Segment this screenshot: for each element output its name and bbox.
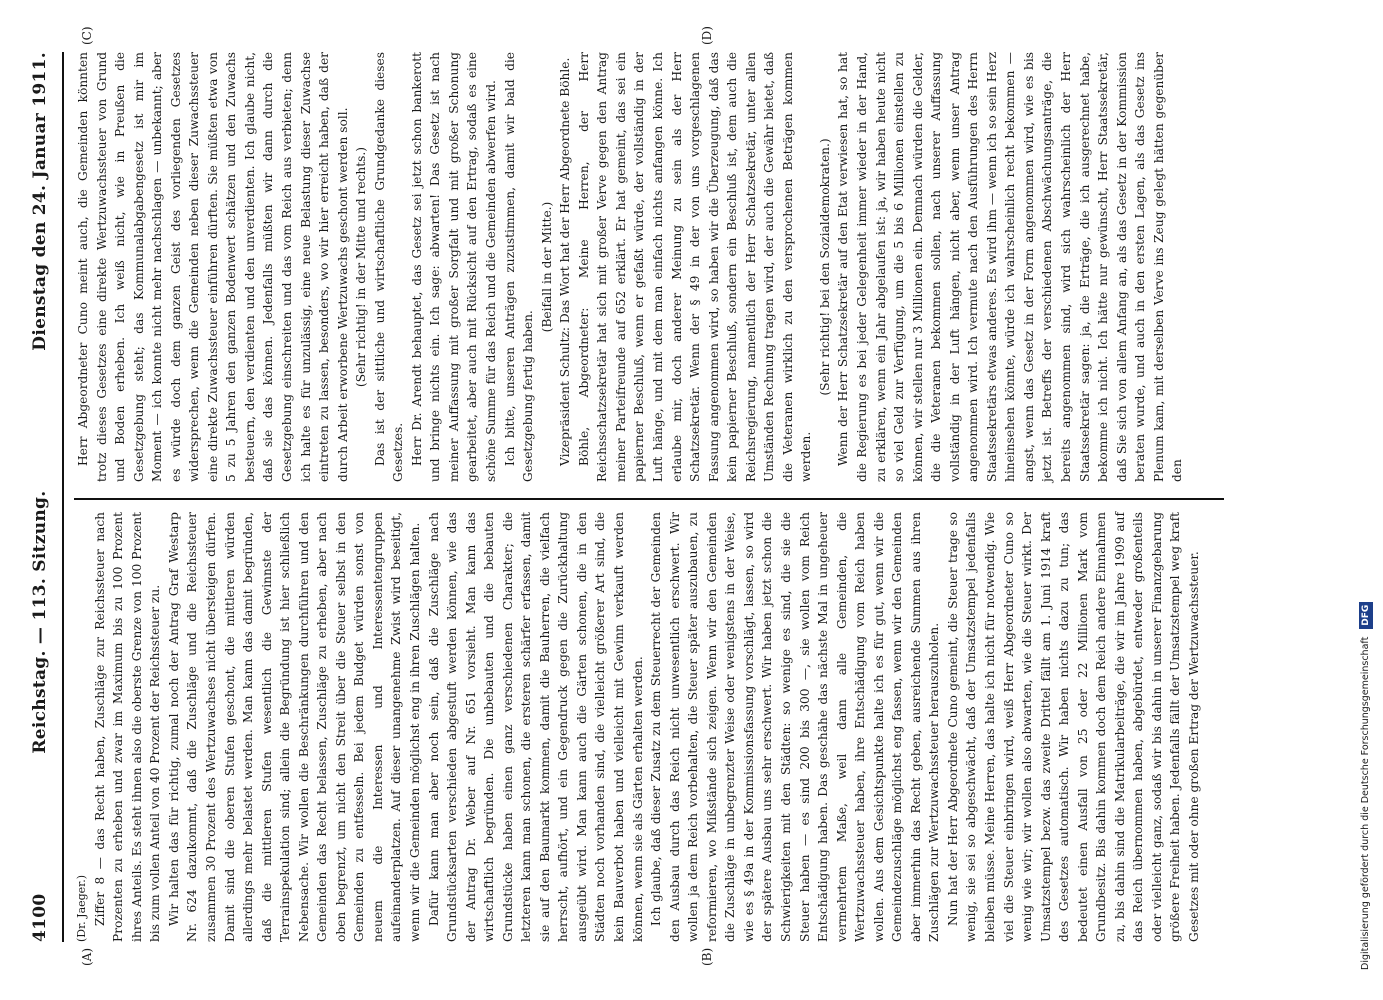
right-column bbox=[74, 52, 1187, 482]
column-divider bbox=[74, 498, 1224, 500]
margin-mark-d: (D) bbox=[700, 26, 714, 45]
interjection: (Sehr richtig! bei den Sozialdemokraten.) bbox=[817, 138, 832, 396]
left-column bbox=[74, 512, 1204, 942]
interjection: (Beifall in der Mitte.) bbox=[539, 201, 554, 333]
paragraph: Böhle, Abgeordneter: Meine Herren, der Herr Reichsschatzsekretär hat sich mit großer Verve gegen den Antrag meiner Parteifreunde auf 652 erklärt. Er hat gemeint, das sei ein papierner Beschluß, wenn er gefaßt würde, der vollständig in der Luft hänge, und mit dem man einfach nichts anfangen könne. Ich erlaube mir, doch anderer Meinung zu sein als der Herr Schatzsekretär. Wenn der § 49 in der von uns vorgeschlagenen Fassung angenommen wird, so haben wir die Überzeugung, daß das kein papierner Beschluß, sondern ein Beschluß ist, dem auch die Reichsregierung, namentlich der Herr Schatzsekretär, unter allen Umständen Rechnung tragen wird, der auch die Gewähr bietet, daß die Veteranen wirklich zu den versprochenen Beträgen kommen werden. bbox=[576, 52, 814, 482]
paragraph: Herr Abgeordneter Cuno meint auch, die Gemeinden könnten trotz dieses Gesetzes eine direkte Wertzuwachssteuer von Grund und Boden erheben. Ich weiß nicht, wie in Preußen die Gesetzgebung steht; das Kommunalabgabengesetz ist mir im Moment — ich konnte nicht mehr nachschlagen — unbekannt; aber es würde doch dem ganzen Geist des vorliegenden Gesetzes widersprechen, wenn die Gemeinden neben dieser Zuwachssteuer eine direkte Zuwachssteuer einführen dürften. Sie müßten etwa von 5 zu 5 Jahren den ganzen Bodenwert schätzen und den Zuwachs besteuern, den verdienten und den unverdienten. Ich glaube nicht, daß sie das können. Jedenfalls müßten wir dann durch die Gesetzgebung einschreiten und das vom Reich aus verbieten; denn ich halte es für unzulässig, eine neue Belastung dieser Zuwachse eintreten zu lassen, besonders, wo wir hier erreicht haben, daß der durch Arbeit erworbene Wertzuwachs geschont werden soll. bbox=[76, 52, 350, 482]
page-header bbox=[30, 52, 50, 942]
paragraph: Ziffer 8 — das Recht haben, Zuschläge zur Reichssteuer nach Prozenten zu erheben und zwar im Maximum bis zu 100 Prozent ihres Anteils. Es steht ihnen also die oberste Grenze von 100 Prozent bis zum vollen Anteil von 40 Prozent der Reichssteuer zu. bbox=[92, 512, 163, 942]
dfg-logo: DFG bbox=[1359, 602, 1373, 629]
speaker-tag: (Dr. Jaeger.) bbox=[75, 874, 88, 942]
credit-text: Digitalisierung gefördert durch die Deutsche Forschungsgemeinschaft bbox=[1360, 636, 1371, 970]
paragraph: Ich bitte, unseren Anträgen zuzustimmen, damit wir bald die Gesetzgebung fertig haben. bbox=[502, 52, 536, 482]
paragraph: Wenn der Herr Schatzsekretär auf den Etat verwiesen hat, so hat die Regierung es bei jeder Gelegenheit immer wieder in der Hand, zu erklären, wenn ein Jahr abgelaufen ist: ja, wir haben heute nicht so viel Geld zur Verfügung, um die 5 bis 6 Millionen einstellen zu können, wir stellen nur 3 Millionen ein. Demnach würden die Gelder, die die Veteranen bekommen sollen, nach unserer Auffassung vollständig in der Luft hängen, nicht aber, wenn unser Antrag angenommen wird. Ich vermute nach den Ausführungen des Herrn Staatssekretärs etwas anderes. Es wird ihm — wenn ich so sein Herz hineinsehen könnte, würde ich wahrscheinlich recht bekommen — angst, wenn das Gesetz in der Form angenommen wird, wie es bis jetzt ist. Betreffs der verschiedenen Abschwächungsanträge, die bereits angenommen sind, wird sich wahrscheinlich der Herr Staatssekretär sagen: ja, die Erträge, die ich ausgerechnet habe, bekomme ich nicht. Ich hätte nur gewünscht, Herr Staatssekretär, daß Sie sich von allem Anfang an, als das Gesetz in der Kommission beraten wurde, und auch in den ersten Lagen, als das Gesetz ins Plenum kam, mit derselben Verve ins Zeug gelegt hätten gegenüber den bbox=[836, 52, 1185, 482]
header-rule bbox=[62, 52, 64, 942]
paragraph: Dafür kann man aber noch sein, daß die Zuschläge nach Grundstücksarten verschieden abgestuft werden können, wie das der Antrag Dr. Weber auf Nr. 651 vorsieht. Man kann das wirtschaftlich begründen. Die unbebauten und die bebauten Grundstücke haben einen ganz verschiedenen Charakter; die letzteren kann man schonen, die ersteren schärfer erfassen, damit sie auf den Baumarkt kommen, damit die Bauherren, die vielfach herrscht, aufhört, und ein Gegendruck gegen die Zurückhaltung ausgeübt wird. Man kann auch die Gärten schonen, die in den Städten noch vorhanden sind, die vielleicht größerer Art sind, die kein Bauverbot haben und vielleicht mit Gewinn verkauft werden können, wenn sie als Gärten erhalten werden. bbox=[426, 512, 645, 942]
margin-mark-a: (A) bbox=[80, 947, 94, 966]
paragraph: Wir halten das für richtig, zumal noch der Antrag Graf Westarp Nr. 624 dazukommt, daß die Zuschläge und die Reichssteuer zusammen 30 Prozent des Wertzuwachses nicht übersteigen dürfen. Damit sind die oberen Stufen geschont, die mittleren würden allerdings mehr belastet werden. Man kann das damit begründen, daß die mittleren Stufen wesentlich die Gewinnste der Terrainspekulation sind; allein die Begründung ist hier schließlich Nebensache. Wir wollen die Beschränkungen durchführen und den Gemeinden das Recht belassen, Zuschläge zu erheben, aber nach oben begrenzt, um nicht den Streit über die Steuer selbst in den Gemeinden zu entfesseln. Bei jedem Budget würden sonst von neuem die Interessen und Interessentengruppen aufeinanderplatzen. Auf dieser unangenehme Zwist wird beseitigt, wenn wir die Gemeinden möglichst eng in ihren Zuschlägen halten. bbox=[166, 512, 423, 942]
margin-mark-b: (B) bbox=[700, 947, 714, 966]
paragraph: Nun hat der Herr Abgeordnete Cuno gemeint, die Steuer trage so wenig, sie sei so abgeschwächt, daß der Umsatzstempel jedenfalls bleiben müsse. Meine Herren, das halte ich nicht für notwendig. Wie viel die Steuer einbringen wird, weiß Herr Abgeordneter Cuno so wenig wie wir; wir wollen also abwarten, wie die Steuer wirkt. Der Umsatzstempel bezw. das zweite Drittel fällt am 1. Juni 1914 kraft des Gesetzes automatisch. Wir haben nichts dazu zu tun; das bedeutet einen Ausfall von 25 oder 22 Millionen Mark vom Grundbesitz. Bis dahin kommen doch dem Reich andere Einnahmen zu, bis dahin sind die Matrikularbeiträge, die wir im Jahre 1909 auf das Reich übernommen haben, abgebürdet, entweder großenteils oder vielleicht ganz, sodaß wir bis dahin in unserer Finanzgebarung größere Freiheit haben. Jedenfalls fällt der Umsatzstempel weg kraft Gesetzes mit oder ohne großen Ertrag der Wertzuwachssteuer. bbox=[945, 512, 1201, 942]
paragraph: Das ist der sittliche und wirtschaftliche Grundgedanke dieses Gesetzes. bbox=[372, 52, 406, 482]
interjection: (Sehr richtig! in der Mitte und rechts.) bbox=[354, 146, 369, 388]
margin-mark-c: (C) bbox=[80, 26, 94, 45]
paragraph: Vizepräsident Schultz: Das Wort hat der Herr Abgeordnete Böhle. bbox=[558, 57, 573, 466]
page-number: 4100 bbox=[30, 893, 50, 942]
digitization-credit bbox=[1355, 10, 1377, 970]
session-title: Reichstag. — 113. Sitzung. bbox=[30, 490, 50, 754]
paragraph: Herr Dr. Arendt behauptet, das Gesetz sei jetzt schon bankerott und bringe nichts ein. Ich sage: abwarten! Das Gesetz ist nach meiner Auffassung mit großer Sorgfalt und mit großer Schonung gearbeitet, aber auch mit Rücksicht auf den Ertrag, sodaß es eine schöne Summe für das Reich und die Gemeinden abwerfen wird. bbox=[409, 52, 499, 482]
session-date: Dienstag den 24. Januar 1911. bbox=[30, 52, 50, 351]
paragraph: Ich glaube, daß dieser Zusatz zu dem Steuerrecht der Gemeinden den Ausbau durch das Reich nicht unwesentlich erschwert. Wir wollen ja dem Reich vorbehalten, die Steuer später auszubauen, zu reformieren, wo Mißstände sich zeigen. Wenn wir den Gemeinden die Zuschläge in unbegrenzter Weise oder wenigstens in der Weise, wie es § 49a in der Kommissionsfassung vorschlägt, lassen, so wird der spätere Ausbau uns sehr erschwert. Wir haben jetzt schon die Schwierigkeiten mit den Städten: so wenige es sind, die sie die Steuer haben — es sind 200 bis 300 —, sie wollen vom Reich Entschädigung haben. Das geschähe das nächste Mal in ungeheuer vermehrtem Maße, weil dann alle Gemeinden, die Wertzuwachssteuer haben, ihre Entschädigung vom Reich haben wollen. Aus dem Gesichtspunkte halte ich es für gut, wenn wir die Gemeindezuschläge möglichst eng fassen, wenn wir den Gemeinden aber immerhin das Recht geben, ausreichende Summen aus ihren Zuschlägen zur Wertzuwachssteuer herauszuholen. bbox=[649, 512, 942, 942]
